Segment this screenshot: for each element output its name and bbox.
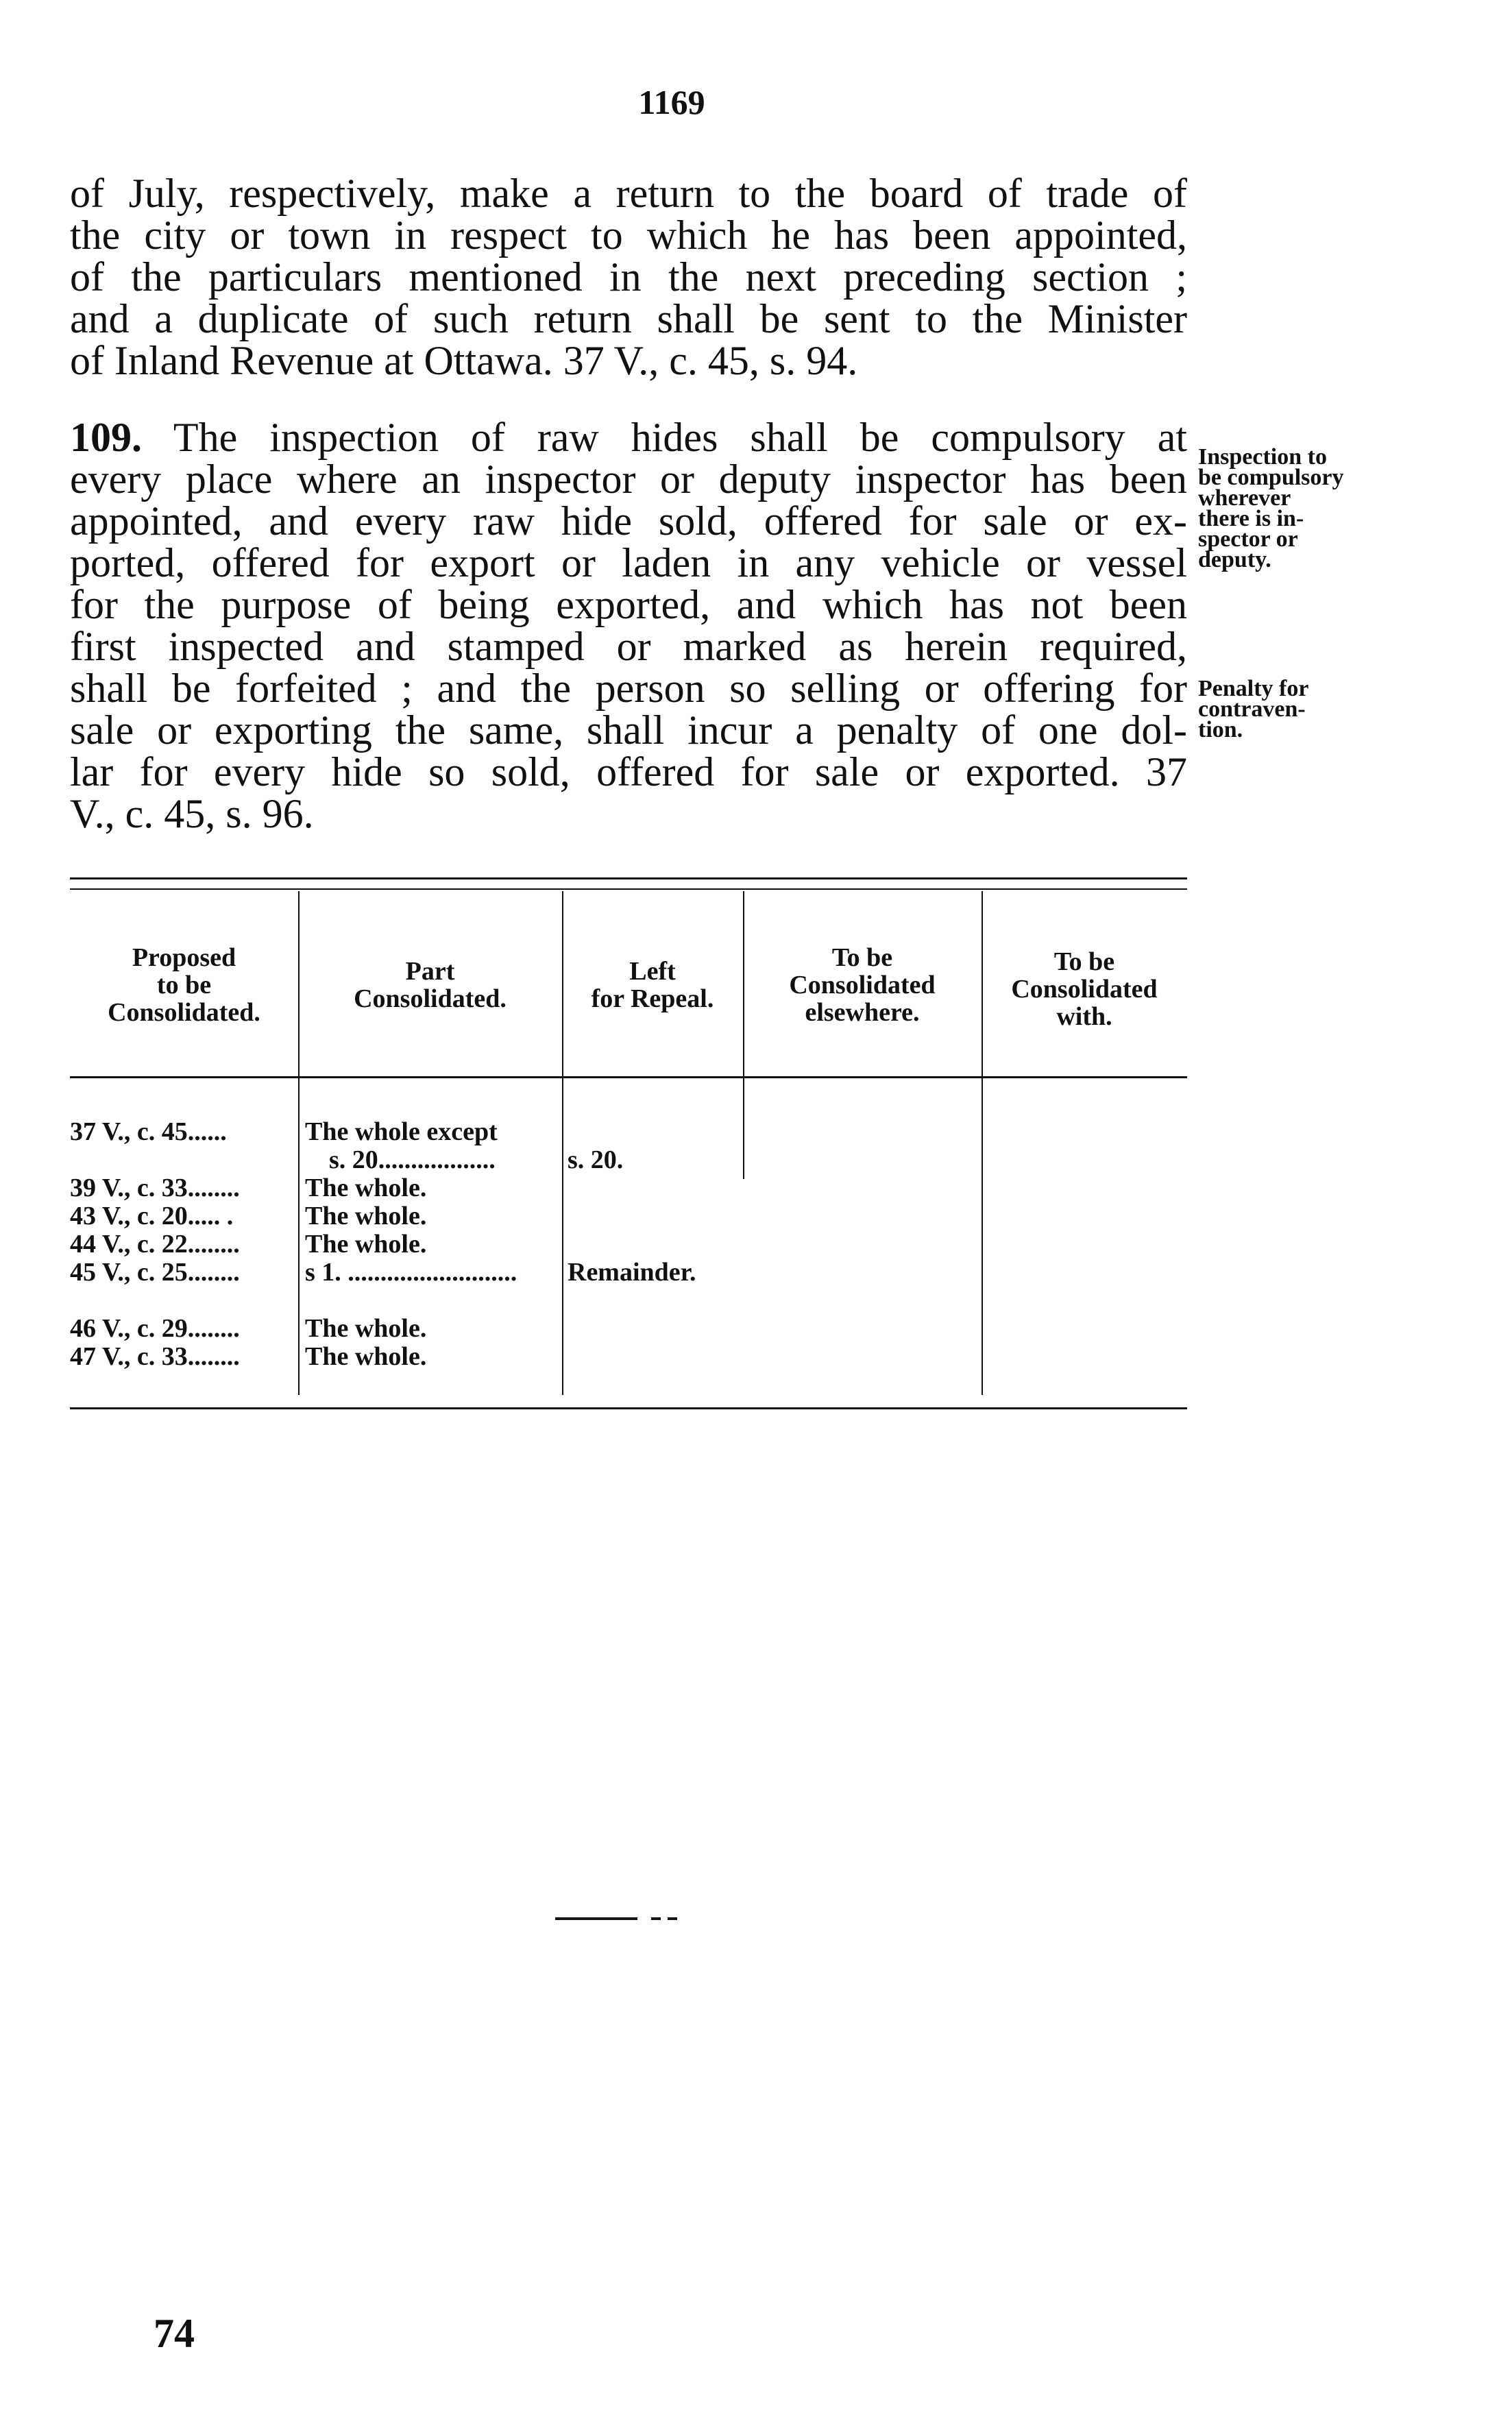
cell-part: The whole. <box>305 1174 427 1202</box>
table-top-rule <box>70 877 1187 879</box>
note-line: Penalty for <box>1198 676 1309 701</box>
text-line: every place where an inspector or deputy inspector has been <box>70 457 1187 502</box>
header-proposed <box>70 944 298 1026</box>
cell-part: s. 20.................. <box>329 1145 496 1174</box>
cell-proposed: 43 V., c. 20..... . <box>70 1202 234 1230</box>
header-line: Consolidated <box>789 971 936 999</box>
end-dash <box>555 1916 685 1921</box>
header-rule <box>70 1076 1187 1078</box>
marginal-note-inspection <box>1198 444 1404 572</box>
header-line: To be <box>831 943 893 972</box>
text-line <box>70 417 1187 459</box>
text-line: and a duplicate of such return shall be sent to the Minister <box>70 296 1187 341</box>
folio-number: 74 <box>154 2311 195 2356</box>
cell-proposed: 47 V., c. 33........ <box>70 1342 240 1371</box>
section-109 <box>70 417 1187 835</box>
cell-part: The whole. <box>305 1314 427 1343</box>
header-line: To be <box>1053 947 1115 976</box>
text-line: of July, respectively, make a return to the board of trade of <box>70 171 1187 216</box>
cell-repeal: Remainder. <box>568 1258 696 1287</box>
text-line: of the particulars mentioned in the next preceding section ; <box>70 254 1187 300</box>
header-line: Consolidated. <box>354 984 507 1013</box>
header-line: Consolidated <box>1011 975 1158 1004</box>
header-line: elsewhere. <box>805 998 920 1027</box>
header-line: Proposed <box>132 943 236 972</box>
cell-part: The whole. <box>305 1342 427 1371</box>
note-line: spector or <box>1198 526 1298 552</box>
note-line: tion. <box>1198 717 1243 742</box>
note-line: Inspection to <box>1198 444 1327 470</box>
note-line: deputy. <box>1198 547 1271 572</box>
text-line: of Inland Revenue at Ottawa. 37 V., c. 45, s. 94. <box>70 338 858 383</box>
text-line: the city or town in respect to which he has been appointed, <box>70 213 1187 258</box>
cell-repeal: s. 20. <box>568 1145 624 1174</box>
header-elsewhere <box>743 944 981 1026</box>
header-line: to be <box>156 971 212 999</box>
cell-proposed: 37 V., c. 45...... <box>70 1117 227 1146</box>
cell-part: The whole except <box>305 1117 498 1146</box>
page-number: 1169 <box>638 83 705 121</box>
cell-proposed: 46 V., c. 29........ <box>70 1314 240 1343</box>
header-line: for Repeal. <box>591 984 714 1013</box>
cell-proposed: 44 V., c. 22........ <box>70 1230 240 1259</box>
column-divider <box>743 891 744 1179</box>
text-line: lar for every hide so sold, offered for sale or exported. 37 <box>70 749 1187 794</box>
cell-proposed: 39 V., c. 33........ <box>70 1174 240 1202</box>
text-line: sale or exporting the same, shall incur a penalty of one dol- <box>70 707 1187 753</box>
header-part <box>298 958 562 1012</box>
header-line: Part <box>405 957 455 986</box>
header-line: Left <box>629 957 676 986</box>
text-line: for the purpose of being exported, and which has not been <box>70 582 1187 627</box>
table-bottom-rule <box>70 1407 1187 1409</box>
marginal-note-penalty <box>1198 676 1404 742</box>
note-line: there is in- <box>1198 506 1304 531</box>
text-line: ported, offered for export or laden in any vehicle or vessel <box>70 540 1187 585</box>
note-line: be compulsory <box>1198 465 1344 490</box>
cell-part: The whole. <box>305 1202 427 1230</box>
section-number: 109. <box>70 415 142 460</box>
cell-part: The whole. <box>305 1230 427 1259</box>
consolidation-table <box>70 881 1187 1409</box>
text-line: first inspected and stamped or marked as herein required, <box>70 624 1187 669</box>
cell-proposed: 45 V., c. 25........ <box>70 1258 240 1287</box>
header-line: Consolidated. <box>108 998 260 1027</box>
text-line: shall be forfeited ; and the person so selling or offering for <box>70 666 1187 711</box>
text-line: V., c. 45, s. 96. <box>70 791 314 836</box>
note-line: wherever <box>1198 485 1291 511</box>
text-line-content: The inspection of raw hides shall be compulsory at <box>173 415 1187 460</box>
note-line: contraven- <box>1198 696 1306 722</box>
text-line: appointed, and every raw hide sold, offered for sale or ex- <box>70 498 1187 544</box>
paragraph-continued <box>70 173 1187 382</box>
cell-part: s 1. .......................... <box>305 1258 517 1287</box>
header-with <box>981 948 1187 1030</box>
header-line: with. <box>1056 1002 1112 1031</box>
header-repeal <box>562 958 743 1012</box>
